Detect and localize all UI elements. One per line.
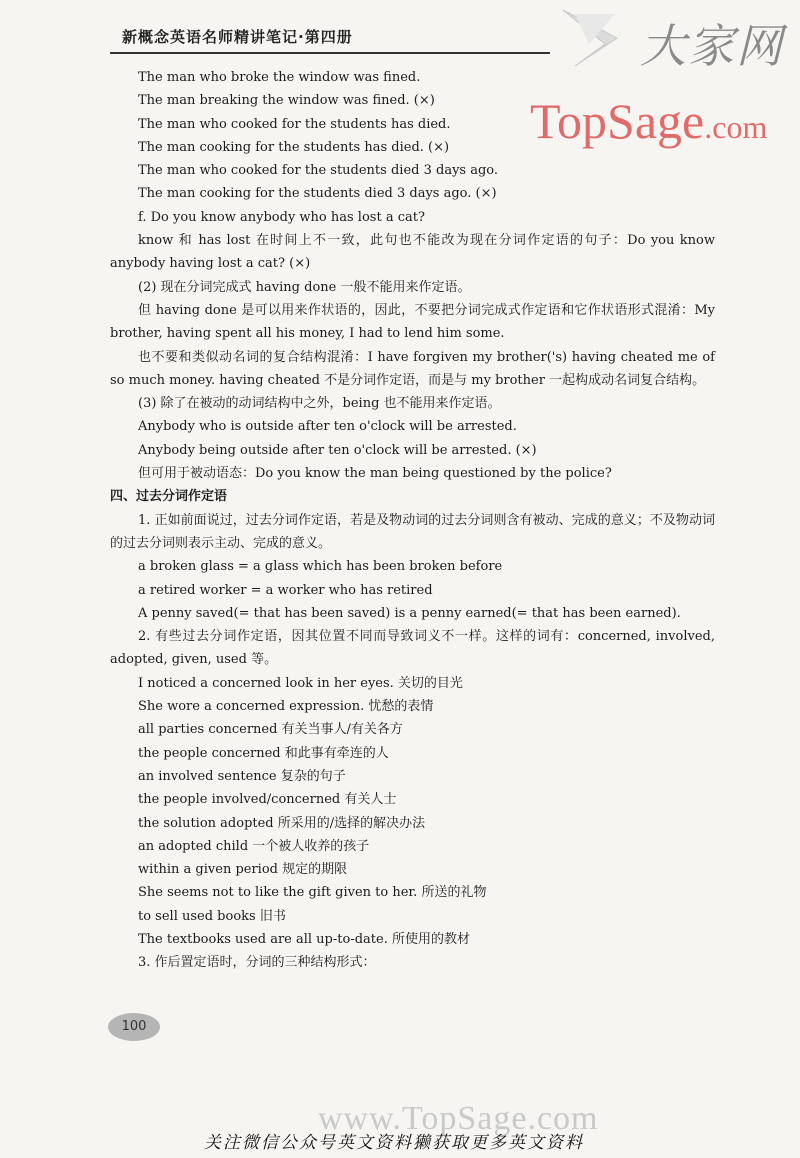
text-line: The textbooks used are all up-to-date. 所使用的教材 [138,931,470,947]
text-line: 2. 有些过去分词作定语，因其位置不同而导致词义不一样。这样的词有：concerned, involved, adopted, given, used 等。 [110,629,715,668]
text-line: know 和 has lost 在时间上不一致，此句也不能改为现在分词作定语的句子：Do you know anybody having lost a cat? (×) [110,233,715,272]
watermark-url: www.TopSage.com [318,1100,599,1137]
text-line: an involved sentence 复杂的句子 [138,768,346,784]
text-line: a retired worker = a worker who has retired [138,582,433,598]
text-line: to sell used books 旧书 [138,908,286,924]
text-line: 但可用于被动语态：Do you know the man being questioned by the police? [138,466,612,482]
text-line: 也不要和类似动名词的复合结构混淆：I have forgiven my brother('s) having cheated me of so much money. having cheated 不是分词作定语，而是与 my brother 一起构成动名词复合结构。 [110,349,715,388]
text-line: the people concerned 和此事有牵连的人 [138,745,389,761]
text-line: f. Do you know anybody who has lost a cat? [138,209,425,225]
logo-chinese-text: 大家网 [640,19,784,73]
text-line: The man cooking for the students died 3 days ago. (×) [138,186,497,202]
text-line: 但 having done 是可以用来作状语的，因此，不要把分词完成式作定语和它作状语形式混淆：My brother, having spent all his money, I had to lend him some. [110,302,715,342]
text-line: a broken glass = a glass which has been broken before [138,559,503,575]
text-line: within a given period 规定的期限 [138,862,348,878]
text-line: The man who broke the window was fined. [138,70,421,85]
text-line: The man who cooked for the students has died. [138,116,451,132]
text-line: She seems not to like the gift given to her. 所送的礼物 [138,885,487,901]
text-line: an adopted child 一个被人收养的孩子 [138,838,370,854]
logo-name: TopSage [530,93,705,149]
page-body [110,66,715,975]
text-line: The man who cooked for the students died 3 days ago. [138,163,499,179]
text-line: (2) 现在分词完成式 having done 一般不能用来作定语。 [138,279,471,295]
text-line: all parties concerned 有关当事人/有关各方 [138,722,403,738]
text-line: (3) 除了在被动的动词结构中之外，being 也不能用来作定语。 [138,396,501,412]
header-rule [110,52,550,54]
logo-suffix: .com [704,109,768,145]
section-heading: 四、过去分词作定语 [110,489,228,505]
text-line: Anybody being outside after ten o'clock will be arrested. (×) [138,442,537,458]
text-line: She wore a concerned expression. 忧愁的表情 [138,699,434,715]
running-header: 新概念英语名师精讲笔记·第四册 [122,28,353,46]
text-line: the people involved/concerned 有关人士 [138,792,397,808]
text-line: A penny saved(= that has been saved) is a penny earned(= that has been earned). [138,605,681,621]
text-line: The man cooking for the students has died. (×) [138,139,450,155]
text-line: 1. 正如前面说过，过去分词作定语，若是及物动词的过去分词则含有被动、完成的意义；不及物动词的过去分词则表示主动、完成的意义。 [110,512,715,551]
text-line: I noticed a concerned look in her eyes. 关切的目光 [138,675,463,691]
text-line: The man breaking the window was fined. (×) [138,93,435,109]
page-number: 100 [108,1013,160,1041]
text-line: Anybody who is outside after ten o'clock will be arrested. [138,419,517,435]
text-line: 3. 作后置定语时，分词的三种结构形式： [138,955,376,971]
topsage-logo-icon [555,4,625,72]
footer-note: 关注微信公众号英文资料獭获取更多英文资料 [204,1133,584,1153]
text-line: the solution adopted 所采用的/选择的解决办法 [138,815,426,831]
